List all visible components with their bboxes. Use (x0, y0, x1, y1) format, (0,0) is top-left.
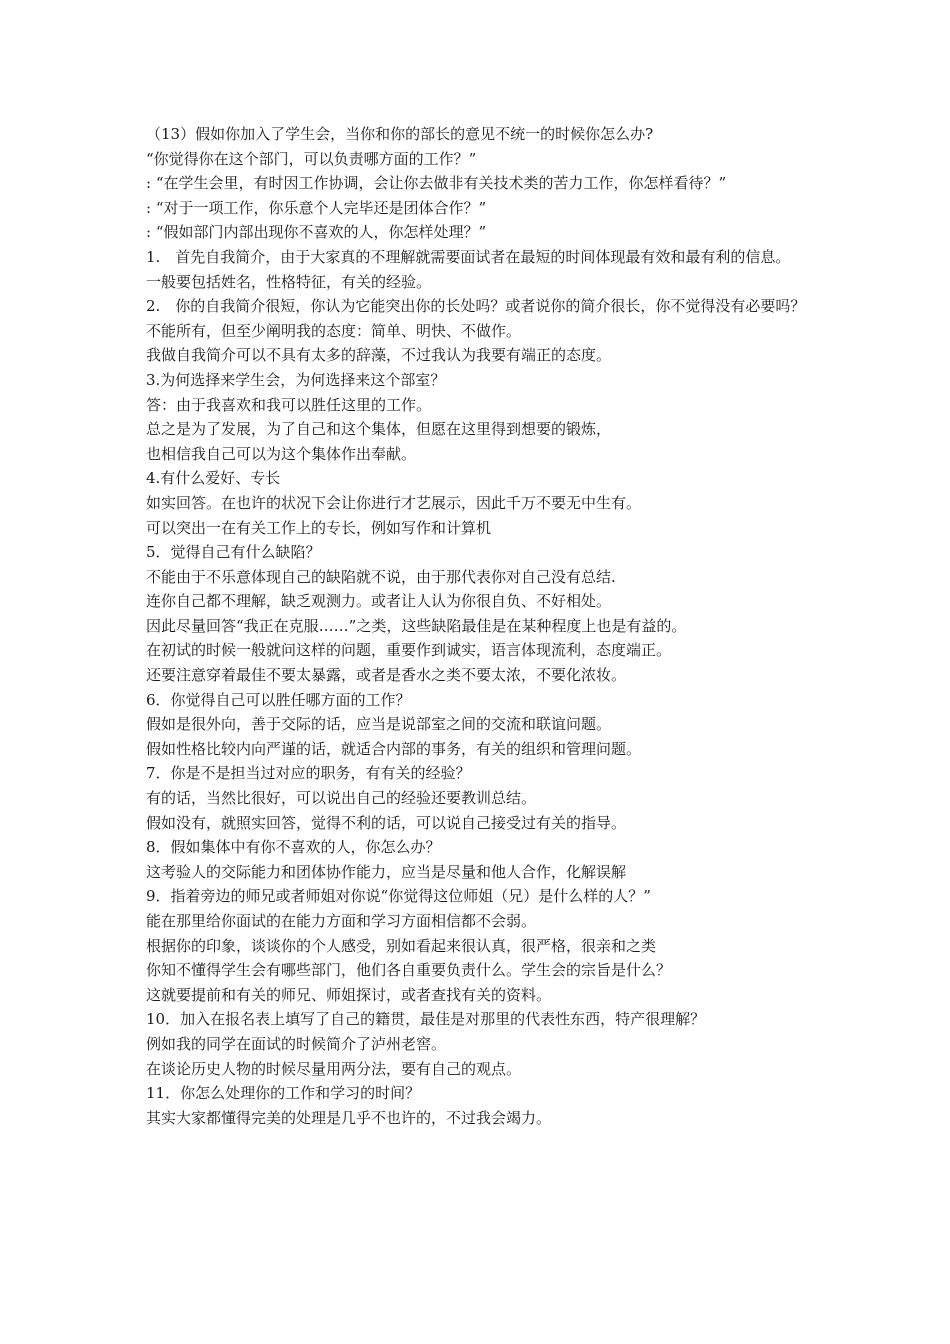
document-line: 不能由于不乐意体现自己的缺陷就不说，由于那代表你对自己没有总结. (146, 567, 616, 586)
document-line: 你知不懂得学生会有哪些部门，他们各自重要负责什么。学生会的宗旨是什么？ (146, 961, 672, 980)
document-line: （13）假如你加入了学生会，当你和你的部长的意见不统一的时候你怎么办? (146, 125, 654, 143)
document-line: 1. 首先自我简介，由于大家真的不理解就需要面试者在最短的时间体现最有效和最有利的信息。 (146, 247, 791, 266)
document-line: 例如我的同学在面试的时候简介了泸州老窖。 (146, 1034, 447, 1053)
document-body (146, 122, 814, 1130)
document-line: 总之是为了发展，为了自己和这个集体，但愿在这里得到想要的锻炼， (146, 420, 612, 439)
document-line: 其实大家都懂得完美的处理是几乎不也许的，不过我会竭力。 (146, 1108, 552, 1127)
document-line: 在初试的时候一般就问这样的问题，重要作到诚实，语言体现流利，态度端正。 (146, 641, 672, 660)
document-line: : “对于一项工作，你乐意个人完毕还是团体合作？” (146, 198, 487, 217)
document-line: 3.为何选择来学生会，为何选择来这个部室？ (146, 370, 446, 389)
document-line: 不能所有，但至少阐明我的态度：简单、明快、不做作。 (146, 321, 522, 340)
document-line: 如实回答。在也许的状况下会让你进行才艺展示，因此千万不要无中生有。 (146, 493, 642, 512)
document-line: 有的话，当然比很好，可以说出自己的经验还要教训总结。 (146, 789, 537, 808)
document-line: 答：由于我喜欢和我可以胜任这里的工作。 (146, 395, 432, 414)
document-line: 7．你是不是担当过对应的职务，有有关的经验？ (146, 764, 471, 783)
document-line: 10．加入在报名表上填写了自己的籍贯，最佳是对那里的代表性东西，特产很理解？ (146, 1010, 706, 1029)
document-line: 这考验人的交际能力和团体协作能力，应当是尽量和他人合作，化解误解 (146, 862, 627, 881)
document-line: 还要注意穿着最佳不要太暴露，或者是香水之类不要太浓，不要化浓妆。 (146, 666, 627, 685)
document-line: 假如是很外向，善于交际的话，应当是说部室之间的交流和联谊问题。 (146, 715, 612, 734)
document-line: 5．觉得自己有什么缺陷？ (146, 543, 321, 562)
document-line: 我做自我简介可以不具有太多的辞藻，不过我认为我要有端正的态度。 (146, 346, 612, 365)
document-line: 9．指着旁边的师兄或者师姐对你说“你觉得这位师姐（兄）是什么样的人？” (146, 887, 651, 906)
document-line: 一般要包括姓名，性格特征，有关的经验。 (146, 272, 432, 291)
document-line: 11．你怎么处理你的工作和学习的时间？ (146, 1084, 421, 1103)
document-line: 能在那里给你面试的在能力方面和学习方面相信都不会弱。 (146, 912, 537, 930)
document-line: 假如性格比较内向严谨的话，就适合内部的事务，有关的组织和管理问题。 (146, 739, 642, 758)
document-line: : “假如部门内部出现你不喜欢的人，你怎样处理？” (146, 223, 487, 242)
document-line: 也相信我自己可以为这个集体作出奉献。 (146, 444, 417, 463)
document-line: 4.有什么爱好、专长 (146, 469, 281, 488)
document-line: 8．假如集体中有你不喜欢的人，你怎么办？ (146, 838, 441, 857)
document-line: 这就要提前和有关的师兄、师姐探讨，或者查找有关的资料。 (146, 985, 552, 1004)
document-line: 假如没有，就照实回答，觉得不利的话，可以说自己接受过有关的指导。 (146, 813, 627, 832)
document-line: 6．你觉得自己可以胜任哪方面的工作？ (146, 690, 411, 709)
document-line: 可以突出一在有关工作上的专长，例如写作和计算机 (146, 518, 492, 537)
document-line: 2. 你的自我简介很短，你认为它能突出你的长处吗？或者说你的简介很长，你不觉得没有必要吗？ (146, 297, 806, 316)
document-line: 连你自己都不理解，缺乏观测力。或者让人认为你很自负、不好相处。 (146, 592, 612, 611)
document-line: “你觉得你在这个部门，可以负责哪方面的工作？” (146, 149, 477, 168)
document-line: 在谈论历史人物的时候尽量用两分法，要有自己的观点。 (146, 1059, 522, 1078)
document-line: : “在学生会里，有时因工作协调，会让你去做非有关技术类的苦力工作，你怎样看待？” (146, 174, 727, 193)
document-line: 因此尽量回答“我正在克服……”之类，这些缺陷最佳是在某种程度上也是有益的。 (146, 616, 687, 635)
document-line: 根据你的印象，谈谈你的个人感受，别如看起来很认真，很严格，很亲和之类 (146, 936, 657, 955)
